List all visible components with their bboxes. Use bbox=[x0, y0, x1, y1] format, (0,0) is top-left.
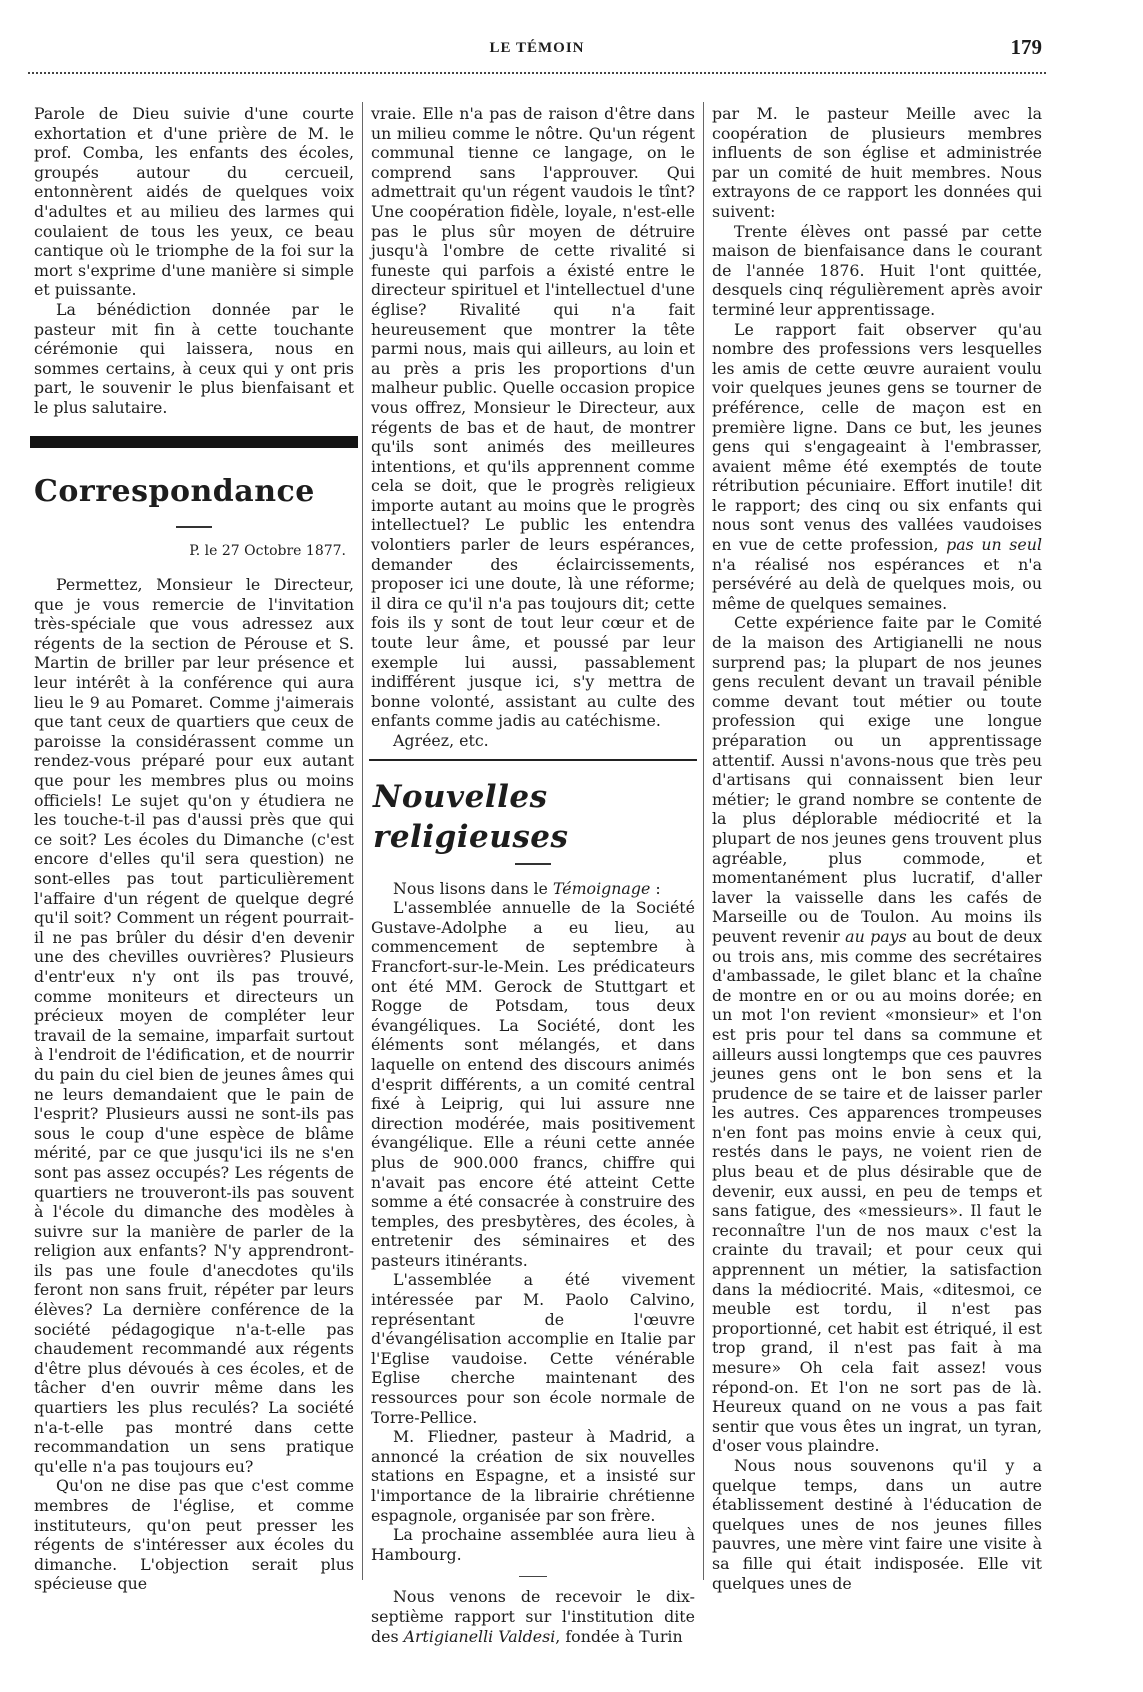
header-rule bbox=[28, 72, 1046, 74]
paragraph: Trente élèves ont passé par cette maison de bienfaisance dans le courant de l'année 1876. Huit l'ont quittée, desquels cinq régulièrement après avoir terminé leur apprentissage. bbox=[712, 221, 1042, 319]
text: Nous venons de recevoir le dix-septième rapport sur l'institution dite des bbox=[371, 1587, 695, 1646]
separator-dash bbox=[519, 1576, 547, 1577]
paragraph bbox=[371, 1587, 695, 1646]
paragraph: Qu'on ne dise pas que c'est comme membres de l'église, et comme instituteurs, qu'on peut presser les régents de s'intéresser aux écoles du dimanche. L'objection serait plus spécieuse que bbox=[34, 1476, 354, 1594]
paragraph bbox=[371, 879, 695, 899]
paragraph: M. Fliedner, pasteur à Madrid, a annoncé la création de six nouvelles stations en Espagne, et a insisté sur l'importance de la librairie chrétienne espagnole, organisée par son frère. bbox=[371, 1427, 695, 1525]
running-title: LE TÉMOIN bbox=[489, 40, 585, 56]
text: n'a réalisé nos espérances et n'a persévéré au delà de quelques mois, ou même de quelques semaines. bbox=[712, 554, 1042, 613]
paragraph: Parole de Dieu suivie d'une courte exhortation et d'une prière de M. le prof. Comba, les enfants des écoles, groupés autour du cercueil, entonnèrent aidés de quelques voix d'adultes et au milieu des larmes qui coulaient de tous les yeux, ce beau cantique où le triomphe de la foi sur la mort s'exprime d'une manière si simple et puissante. bbox=[34, 104, 354, 300]
paragraph: par M. le pasteur Meille avec la coopération de plusieurs membres influents de son église et administrée par un comité de huit membres. Nous extrayons de ce rapport les données qui suivent: bbox=[712, 104, 1042, 221]
paragraph bbox=[712, 613, 1042, 1456]
section-divider bbox=[369, 759, 697, 761]
page-header bbox=[28, 30, 1046, 70]
paragraph: L'assemblée annuelle de la Société Gustave-Adolphe a eu lieu, au commencement de septembre à Francfort-sur-le-Mein. Les prédicateurs ont été MM. Gerock de Stuttgart et Rogge de Potsdam, tous deux évangéliques. La Société, dont les éléments sont mélangés, et dans laquelle on entend des discours animés d'esprit différents, a un comité central fixé à Leiprig, qui lui assure nne direction modérée, mais positivement évangélique. Elle a réuni cette année plus de 900.000 francs, chiffre qui n'avait pas encore été atteint Cette somme a été consacrée à construire des temples, des presbytères, des écoles, à entretenir des séminaires et des pasteurs itinérants. bbox=[371, 898, 695, 1270]
column-right bbox=[712, 104, 1042, 1593]
heading-dash bbox=[515, 863, 551, 865]
text: Le rapport fait observer qu'au nombre des professions vers lesquelles les amis de cette œuvre auraient voulu voir quelques jeunes gens se tourner de préférence, celle de maçon est en première ligne. Dans ce but, les jeunes gens qui s'engageaint à l'embrasser, avaient même été exemptés de toute rétribution pécuniaire. Effort inutile! dit le rapport; des cinq ou six enfants qui nous sont venus des vallées vaudoises en vue de cette profession, bbox=[712, 319, 1042, 555]
dateline: P. le 27 Octobre 1877. bbox=[189, 542, 346, 559]
paragraph: Permettez, Monsieur le Directeur, que je vous remercie de l'invitation très-spéciale que vous adressez aux régents de la section de Pérouse et S. Martin de briller par leur présence et leur intérêt à la conférence qui aura lieu le 9 au Pomaret. Comme j'aimerais que tant ceux de quartiers que ceux de paroisse la considérassent comme un rendez-vous préparé pour eux autant que pour les membres plus ou moins officiels! Le sujet qu'on y étudiera ne les touche-t-il pas d'aussi près que qui ce soit? Les écoles du Dimanche (c'est encore d'elles qu'il sera question) ne sont-elles pas tout particulièrement l'affaire d'un régent de quelque degré qu'il soit? Comment un régent pourrait-il ne pas brûler du désir d'en devenir une des chevilles ouvrières? Plusieurs d'entr'eux n'y ont ils pas trouvé, comme moniteurs et directeurs un précieux moyen de compléter leur travail de la semaine, imparfait surtout à l'endroit de l'édification, et de nourrir du pain du ciel bien de jeunes âmes qui ne leurs demandaient que le pain de l'esprit? Plusieurs aussi ne sont-ils pas sous le coup d'une espèce de blâme mérité, par ce que jusqu'ici ils ne s'en sont pas assez occupés? Les régents de quartiers ne trouveront-ils pas souvent à l'école du dimanche des modèles à suivre sur la manière de parler de la religion aux enfants? N'y apprendront-ils pas une foule d'anecdotes qu'ils feront non sans fruit, répéter par leurs élèves? La dernière conférence de la société pédagogique n'a-t-elle pas chaudement recommandé aux régents d'être plus dévoués à ces écoles, et de tâcher d'en ouvrir même dans les quartiers les plus reculés? La société n'a-t-elle pas montré dans cette recommandation un sens pratique qu'elle n'a pas toujours eu? bbox=[34, 575, 354, 1476]
page-number: 179 bbox=[1010, 35, 1042, 59]
column-divider bbox=[362, 102, 363, 1580]
institution-name: Artigianelli Valdesi bbox=[403, 1626, 556, 1646]
paragraph bbox=[712, 320, 1042, 614]
text: Nous lisons dans le bbox=[393, 878, 553, 898]
emphasis: au pays bbox=[845, 926, 907, 946]
section-divider bbox=[30, 436, 358, 448]
column-middle bbox=[371, 104, 695, 1646]
emphasis: pas un seul bbox=[946, 535, 1042, 555]
paragraph: Nous nous souvenons qu'il y a quelque temps, dans un autre établissement destiné à l'éducation de quelques unes de nos jeunes filles pauvres, une mère vint faire une visite à sa fille qui était indisposée. Elle vit quelques unes de bbox=[712, 1455, 1042, 1593]
heading-dash bbox=[176, 526, 212, 528]
text: : bbox=[650, 878, 661, 898]
text: au bout de deux ou trois ans, mis comme des secrétaires d'ambassade, le gilet blanc et la chaîne de montre en or ou au moins dorée; en un mot l'on revient «monsieur» et l'on est pris pour tel dans sa commune et ailleurs aussi longtemps que ces pauvres jeunes gens ont le bon sens et la prudence de se taire et de laisser parler les autres. Ces apparences trompeuses n'en font pas moins envie à ceux qui, restés dans le pays, ne voient rien de plus beau et de plus désirable que de devenir, eux aussi, en peu de temps et sans fatigue, des «messieurs». Il faut le reconnaître l'un de nos maux c'est la crainte du travail; et pour ceux qui apprennent un métier, la satisfaction dans la médiocrité. Mais, «ditesmoi, ce meuble est tordu, il n'est pas proportionné, cet habit est étriqué, il est trop grand, il n'est pas fait à ma mesure» Oh cela fait assez! vous répond-on. Et l'on ne sort pas de là. Heureux quand on ne vous a pas fait sentir que vous êtes un ingrat, un tyran, d'oser vous plaindre. bbox=[712, 926, 1042, 1456]
section-heading-correspondance: Correspondance bbox=[34, 473, 315, 509]
paragraph: La prochaine assemblée aura lieu à Hambourg. bbox=[371, 1525, 695, 1564]
text: Cette expérience faite par le Comité de la maison des Artigianelli ne nous surprend pas; la plupart de nos jeunes gens reculent devant un travail pénible comme devant tout métier ou toute profession qui exige une longue préparation ou un apprentissage attentif. Aussi n'avons-nous que très peu d'artisans qui connaissent bien leur métier; le grand nombre se contente de la plus déplorable médiocrité et la plupart de nos jeunes gens trouvent plus agréable, plus commode, et momentanément plus lucratif, d'aller laver la vaisselle dans les cafés de Marseille ou de Toulon. Au moins ils peuvent revenir bbox=[712, 613, 1042, 946]
paragraph: La bénédiction donnée par le pasteur mit fin à cette touchante cérémonie qui laissera, nous en sommes certains, à ceux qui y ont pris part, le souvenir le plus bienfaisant et le plus salutaire. bbox=[34, 299, 354, 417]
closing: Agréez, etc. bbox=[393, 731, 489, 750]
paragraph: L'assemblée a été vivement intéressée par M. Paolo Calvino, représentant de l'œuvre d'évangélisation accomplie en Italie par l'Eglise vaudoise. Cette vénérable Eglise cherche maintenant des ressources pour son école normale de Torre-Pellice. bbox=[371, 1270, 695, 1427]
source-name: Témoignage bbox=[552, 878, 651, 898]
column-left bbox=[34, 104, 354, 1594]
text: , fondée à Turin bbox=[555, 1626, 683, 1646]
column-divider bbox=[703, 102, 704, 1580]
section-heading-nouvelles-religieuses: Nouvelles religieuses bbox=[373, 778, 569, 855]
paragraph: vraie. Elle n'a pas de raison d'être dans un milieu comme le nôtre. Qu'un régent communal tienne ce langage, on le comprend sans l'approuver. Qui admettrait qu'un régent vaudois le tînt? Une coopération fidèle, loyale, n'est-elle pas le plus sûr moyen de détruire jusqu'à l'ombre de cette rivalité si funeste qui parfois a éxisté entre le directeur spirituel et l'intellectuel d'une église? Rivalité qui n'a fait heureusement que montrer la tête parmi nous, mais qui ailleurs, au loin et au près a pris les proportions d'un malheur public. Quelle occasion propice vous offrez, Monsieur le Directeur, aux régents de bas et de haut, de montrer qu'ils sont animés des meilleures intentions, et qu'ils apprennent comme cela se doit, que le progrès religieux importe autant au moins que le progrès intellectuel? Le public les entendra volontiers parler de leurs espérances, demander des éclaircissements, proposer ici une doute, là une réforme; il dira ce qu'il n'a pas toujours dit; cette fois ils y sont de tout leur cœur et de toute leur âme, et poussé par leur exemple lui aussi, passablement indifférent jusque ici, s'y mettra de bonne volonté, assistant au culte des enfants comme jadis au catéchisme. bbox=[371, 104, 695, 731]
